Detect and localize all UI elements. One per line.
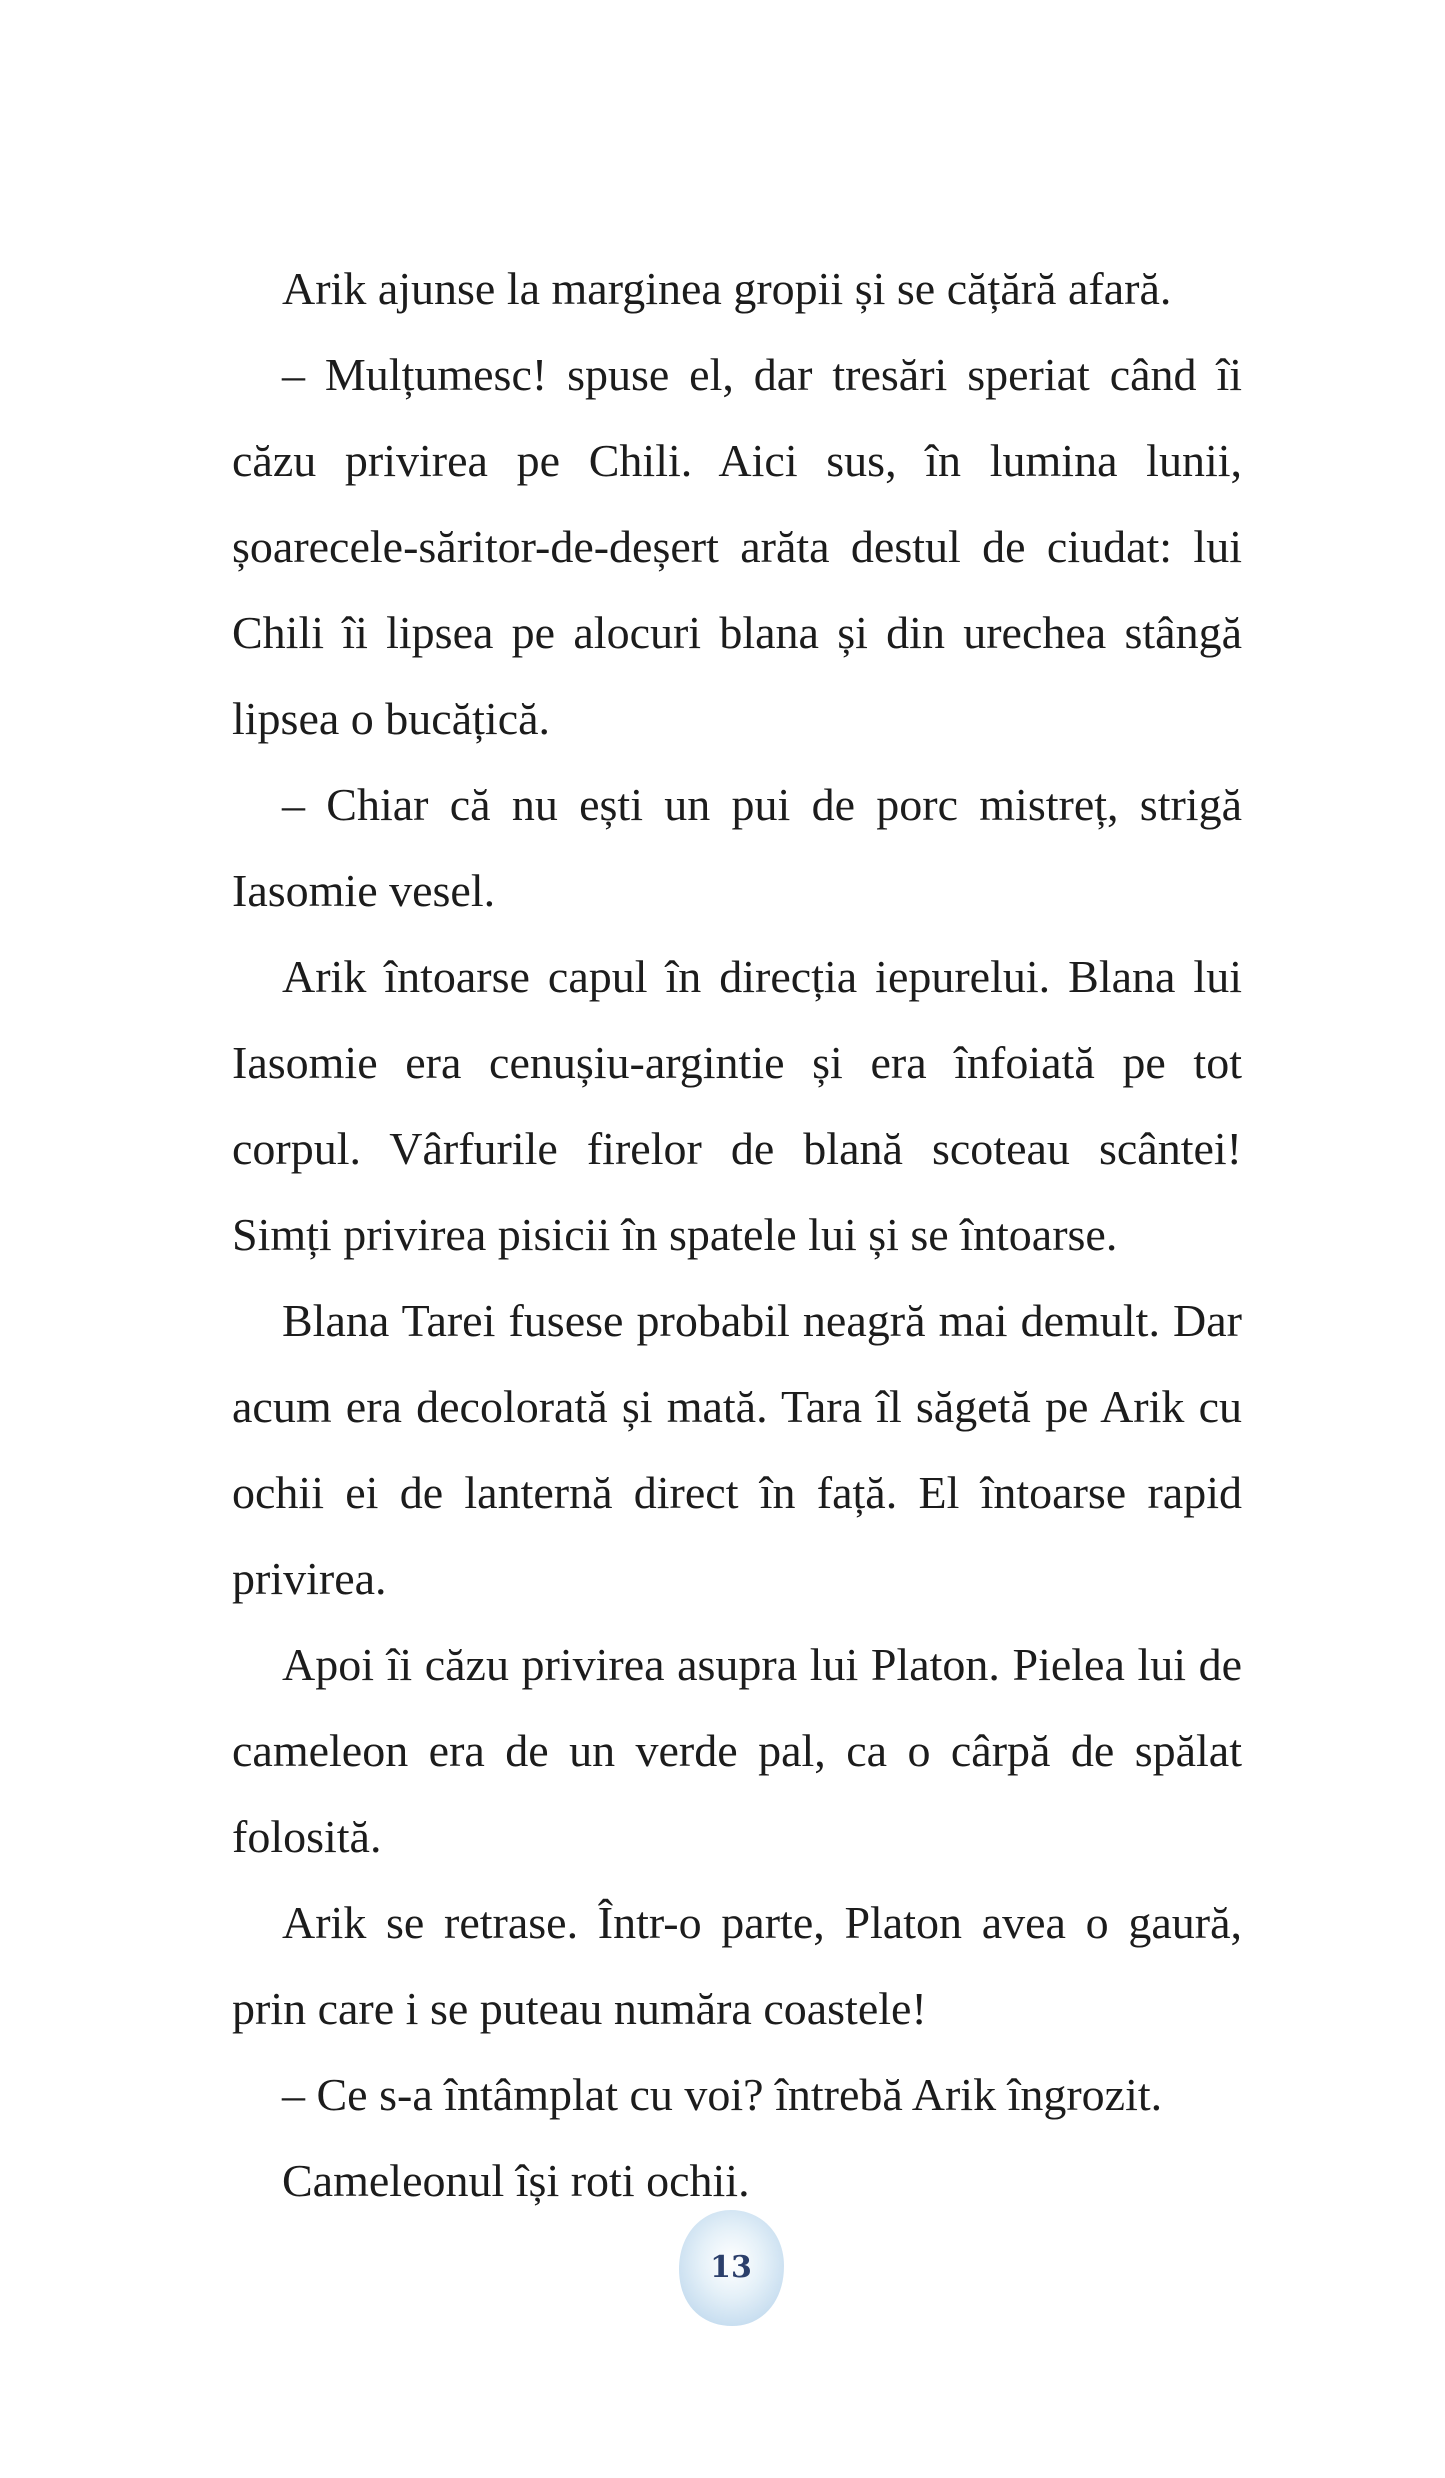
paragraph-6: Apoi îi căzu privirea asupra lui Platon. Pielea lui de cameleon era de un verde pal, ca o cârpă de spălat folosită. [232, 1639, 1242, 1862]
page-number: 13 [710, 2250, 752, 2285]
body-text [232, 246, 1242, 2224]
paragraph-5: Blana Tarei fusese probabil neagră mai demult. Dar acum era decolorată și mată. Tara îl săgetă pe Arik cu ochii ei de lanternă direct în față. El întoarse rapid privirea. [232, 1295, 1242, 1604]
paragraph-1: Arik ajunse la marginea gropii și se cățără afară. [282, 263, 1172, 314]
paragraph-3: – Chiar că nu ești un pui de porc mistreț, strigă Iasomie vesel. [232, 779, 1242, 916]
paragraph-8: – Ce s-a întâmplat cu voi? întrebă Arik îngrozit. [282, 2069, 1163, 2120]
paragraph-2: – Mulțumesc! spuse el, dar tresări speriat când îi căzu privirea pe Chili. Aici sus, în lumina lunii, șoarecele-săritor-de-deșert arăta destul de ciudat: lui Chili îi lipsea pe alocuri blana și din urechea stângă lipsea o bucățică. [232, 349, 1242, 744]
paragraph-7: Arik se retrase. Într-o parte, Platon avea o gaură, prin care i se puteau număra coastele! [232, 1897, 1242, 2034]
page-number-badge [674, 2206, 788, 2330]
paragraph-4: Arik întoarse capul în direcția iepurelui. Blana lui Iasomie era cenușiu-argintie și era înfoiată pe tot corpul. Vârfurile firelor de blană scoteau scântei! Simți privirea pisicii în spatele lui și se întoarse. [232, 951, 1242, 1260]
paragraph-9: Cameleonul își roti ochii. [282, 2155, 750, 2206]
